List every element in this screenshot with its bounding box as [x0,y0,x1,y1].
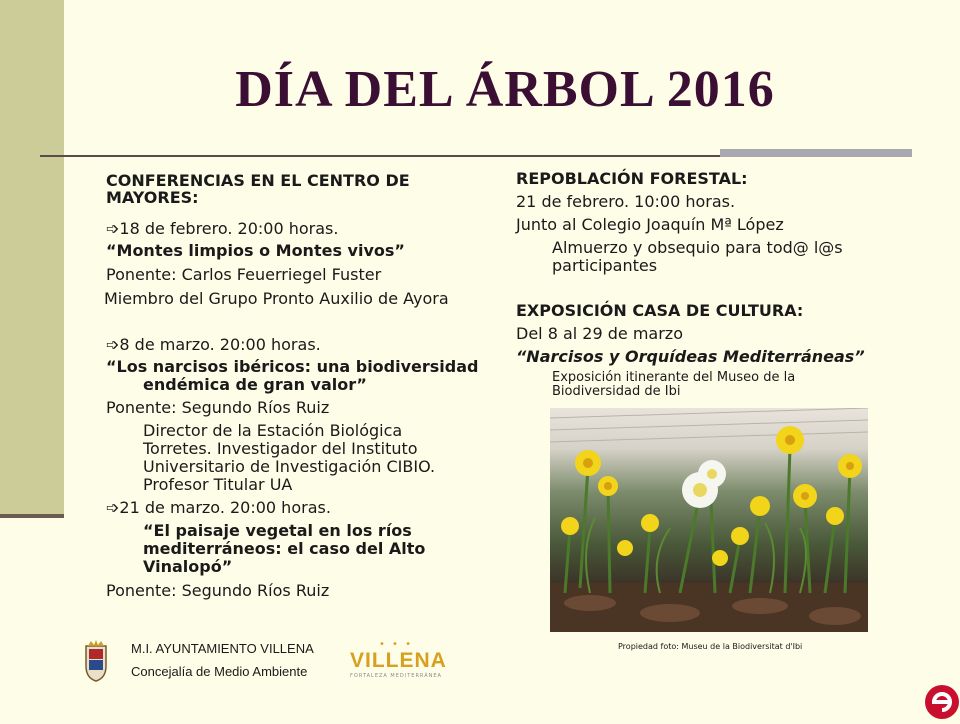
reforestation-note-line-1: Almuerzo y obsequio para tod@ l@s [552,238,843,257]
talk2-bio-line-3: Universitario de Investigación CIBIO. [143,457,436,476]
footer-department: Concejalía de Medio Ambiente [131,664,308,679]
corner-logo-icon [922,682,960,720]
talk3-date: 21 de marzo. 20:00 horas. [119,498,331,517]
talk2-speaker: Ponente: Segundo Ríos Ruiz [106,398,330,417]
arrow-right-icon: ➩ [106,219,120,238]
talk2-date: 8 de marzo. 20:00 horas. [119,335,321,354]
page-title: DÍA DEL ÁRBOL 2016 [235,61,775,118]
talk1-title: “Montes limpios o Montes vivos” [106,241,405,260]
daffodils-illustration [550,408,868,632]
photo-credit: Propiedad foto: Museu de la Biodiversitat d'Ibi [618,642,803,651]
daffodils-photo [550,408,868,632]
talk3-speaker: Ponente: Segundo Ríos Ruiz [106,581,330,600]
talk3-title-line-2: mediterráneos: el caso del Alto [143,539,426,558]
talk2-bio-line-4: Profesor Titular UA [143,475,293,494]
talk1-bio: Miembro del Grupo Pronto Auxilio de Ayora [104,289,449,308]
villena-logo-word: VILLENA [350,649,447,672]
reforestation-heading: REPOBLACIÓN FORESTAL: [516,169,748,188]
reforestation-date: 21 de febrero. 10:00 horas. [516,192,736,211]
talk1-date: 18 de febrero. 20:00 horas. [119,219,339,238]
arrow-right-icon: ➩ [106,498,120,517]
talk3-title-line-3: Vinalopó” [143,557,233,576]
exhibition-heading: EXPOSICIÓN CASA DE CULTURA: [516,301,804,320]
exhibition-note-line-2: Biodiversidad de Ibi [552,384,681,399]
crest-icon [80,640,112,682]
exhibition-dates: Del 8 al 29 de marzo [516,324,683,343]
reforestation-place: Junto al Colegio Joaquín Mª López [516,215,784,234]
villena-logo-dots: • • • [378,639,414,650]
talk3-title-line-1: “El paisaje vegetal en los ríos [143,521,412,540]
conferences-heading-line-2: MAYORES: [106,188,199,207]
talk1-speaker: Ponente: Carlos Feuerriegel Fuster [106,265,382,284]
talk2-title-line-1: “Los narcisos ibéricos: una biodiversidad [106,357,479,376]
exhibition-title: “Narcisos y Orquídeas Mediterráneas” [516,347,865,366]
talk3-date-line [106,499,331,517]
villena-logo-subtitle: FORTALEZA MEDITERRÁNEA [350,673,442,679]
talk2-title-line-2: endémica de gran valor” [143,375,367,394]
villena-logo [350,639,447,682]
talk2-bio-line-2: Torretes. Investigador del Instituto [143,439,418,458]
exhibition-note-line-1: Exposición itinerante del Museo de la [552,370,796,385]
footer-organization: M.I. AYUNTAMIENTO VILLENA [131,641,314,656]
talk2-date-line [106,336,321,354]
arrow-right-icon: ➩ [106,335,120,354]
talk1-date-line [106,220,338,238]
talk2-bio-line-1: Director de la Estación Biológica [143,421,403,440]
rule-accent-bar [720,149,912,157]
left-band-tip [0,514,64,518]
reforestation-note-line-2: participantes [552,256,658,275]
conferences-heading-line-1: CONFERENCIAS EN EL CENTRO DE [106,171,410,190]
